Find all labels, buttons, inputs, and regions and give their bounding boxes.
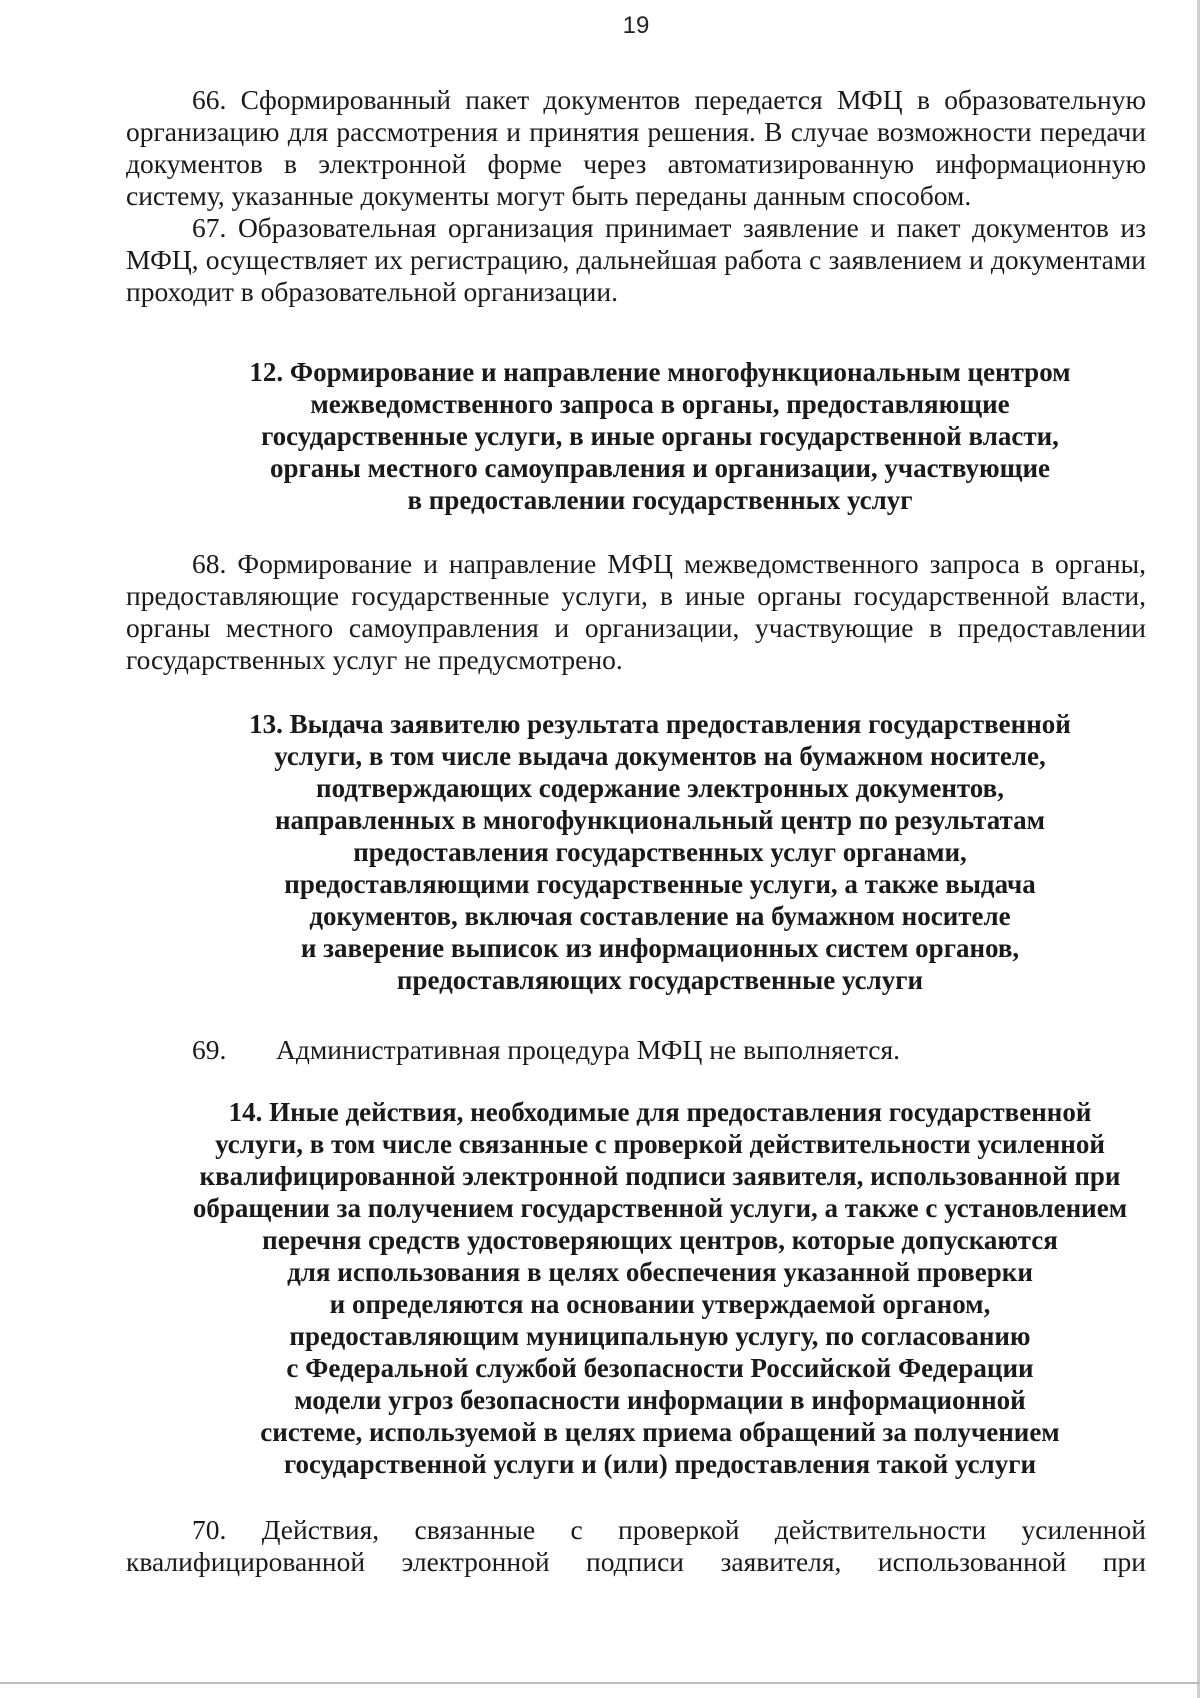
paragraph-69 bbox=[126, 1034, 1146, 1066]
heading-13-line: предоставления государственных услуг органами, bbox=[353, 837, 967, 867]
paragraph-66: 66. Сформированный пакет документов передается МФЦ в образовательную организацию для рассмотрения и принятия решения. В случае возможности передачи документов в электронной форме через автоматизированную информационную систему, указанные документы могут быть переданы данным способом. bbox=[126, 84, 1146, 211]
heading-14-line: квалифицированной электронной подписи заявителя, использованной при bbox=[199, 1161, 1121, 1191]
heading-14-line: государственной услуги и (или) предоставления такой услуги bbox=[283, 1449, 1037, 1479]
heading-12-line: органы местного самоуправления и организации, участвующие bbox=[269, 453, 1051, 483]
paragraph-69-number: 69. bbox=[192, 1034, 227, 1065]
heading-12-line: государственные услуги, в иные органы государственной власти, bbox=[261, 421, 1059, 451]
heading-section-13 bbox=[160, 708, 1160, 996]
heading-13-line: и заверение выписок из информационных систем органов, bbox=[300, 933, 1020, 963]
heading-14-line: обращении за получением государственной услуги, а также с установлением bbox=[192, 1193, 1128, 1223]
heading-13-line: подтверждающих содержание электронных документов, bbox=[316, 773, 1004, 803]
page-number: 19 bbox=[622, 12, 650, 39]
heading-14-line: для использования в целях обеспечения указанной проверки bbox=[287, 1257, 1033, 1287]
heading-13-line: направленных в многофункциональный центр по результатам bbox=[275, 805, 1045, 835]
heading-13-line: услуги, в том числе выдача документов на бумажном носителе, bbox=[274, 741, 1046, 771]
heading-13-line: предоставляющими государственные услуги, а также выдача bbox=[284, 869, 1036, 899]
paragraph-68: 68. Формирование и направление МФЦ межведомственного запроса в органы, предоставляющие государственные услуги, в иные органы государственной власти, органы местного самоуправления и организации, участвующие в предоставлении государственных услуг не предусмотрено. bbox=[126, 548, 1146, 675]
page-bottom-edge bbox=[0, 1682, 1200, 1684]
heading-section-12 bbox=[160, 356, 1160, 516]
heading-13-line: 13. Выдача заявителю результата предоставления государственной bbox=[249, 709, 1071, 739]
heading-14-line: и определяются на основании утверждаемой органом, bbox=[329, 1289, 991, 1319]
heading-section-14 bbox=[140, 1096, 1180, 1480]
heading-12-line: межведомственного запроса в органы, предоставляющие bbox=[310, 389, 1010, 419]
heading-12-line: в предоставлении государственных услуг bbox=[407, 485, 913, 515]
heading-14-line: перечня средств удостоверяющих центров, которые допускаются bbox=[262, 1225, 1058, 1255]
paragraph-70: 70. Действия, связанные с проверкой действительности усиленной квалифицированной электронной подписи заявителя, использованной при bbox=[126, 1514, 1146, 1577]
heading-12-line: 12. Формирование и направление многофункциональным центром bbox=[249, 357, 1071, 387]
heading-14-line: предоставляющим муниципальную услугу, по согласованию bbox=[289, 1321, 1031, 1351]
heading-13-line: предоставляющих государственные услуги bbox=[396, 965, 924, 995]
heading-14-line: услуги, в том числе связанные с проверкой действительности усиленной bbox=[215, 1129, 1105, 1159]
heading-13-line: документов, включая составление на бумажном носителе bbox=[309, 901, 1011, 931]
heading-14-line: модели угроз безопасности информации в информационной bbox=[294, 1385, 1026, 1415]
heading-14-line: 14. Иные действия, необходимые для предоставления государственной bbox=[228, 1097, 1092, 1127]
paragraph-69-text: Административная процедура МФЦ не выполняется. bbox=[276, 1034, 901, 1065]
heading-14-line: системе, используемой в целях приема обращений за получением bbox=[260, 1417, 1060, 1447]
paragraph-67: 67. Образовательная организация принимает заявление и пакет документов из МФЦ, осуществляет их регистрацию, дальнейшая работа с заявлением и документами проходит в образовательной организации. bbox=[126, 212, 1146, 307]
heading-14-line: с Федеральной службой безопасности Российской Федерации bbox=[286, 1353, 1034, 1383]
